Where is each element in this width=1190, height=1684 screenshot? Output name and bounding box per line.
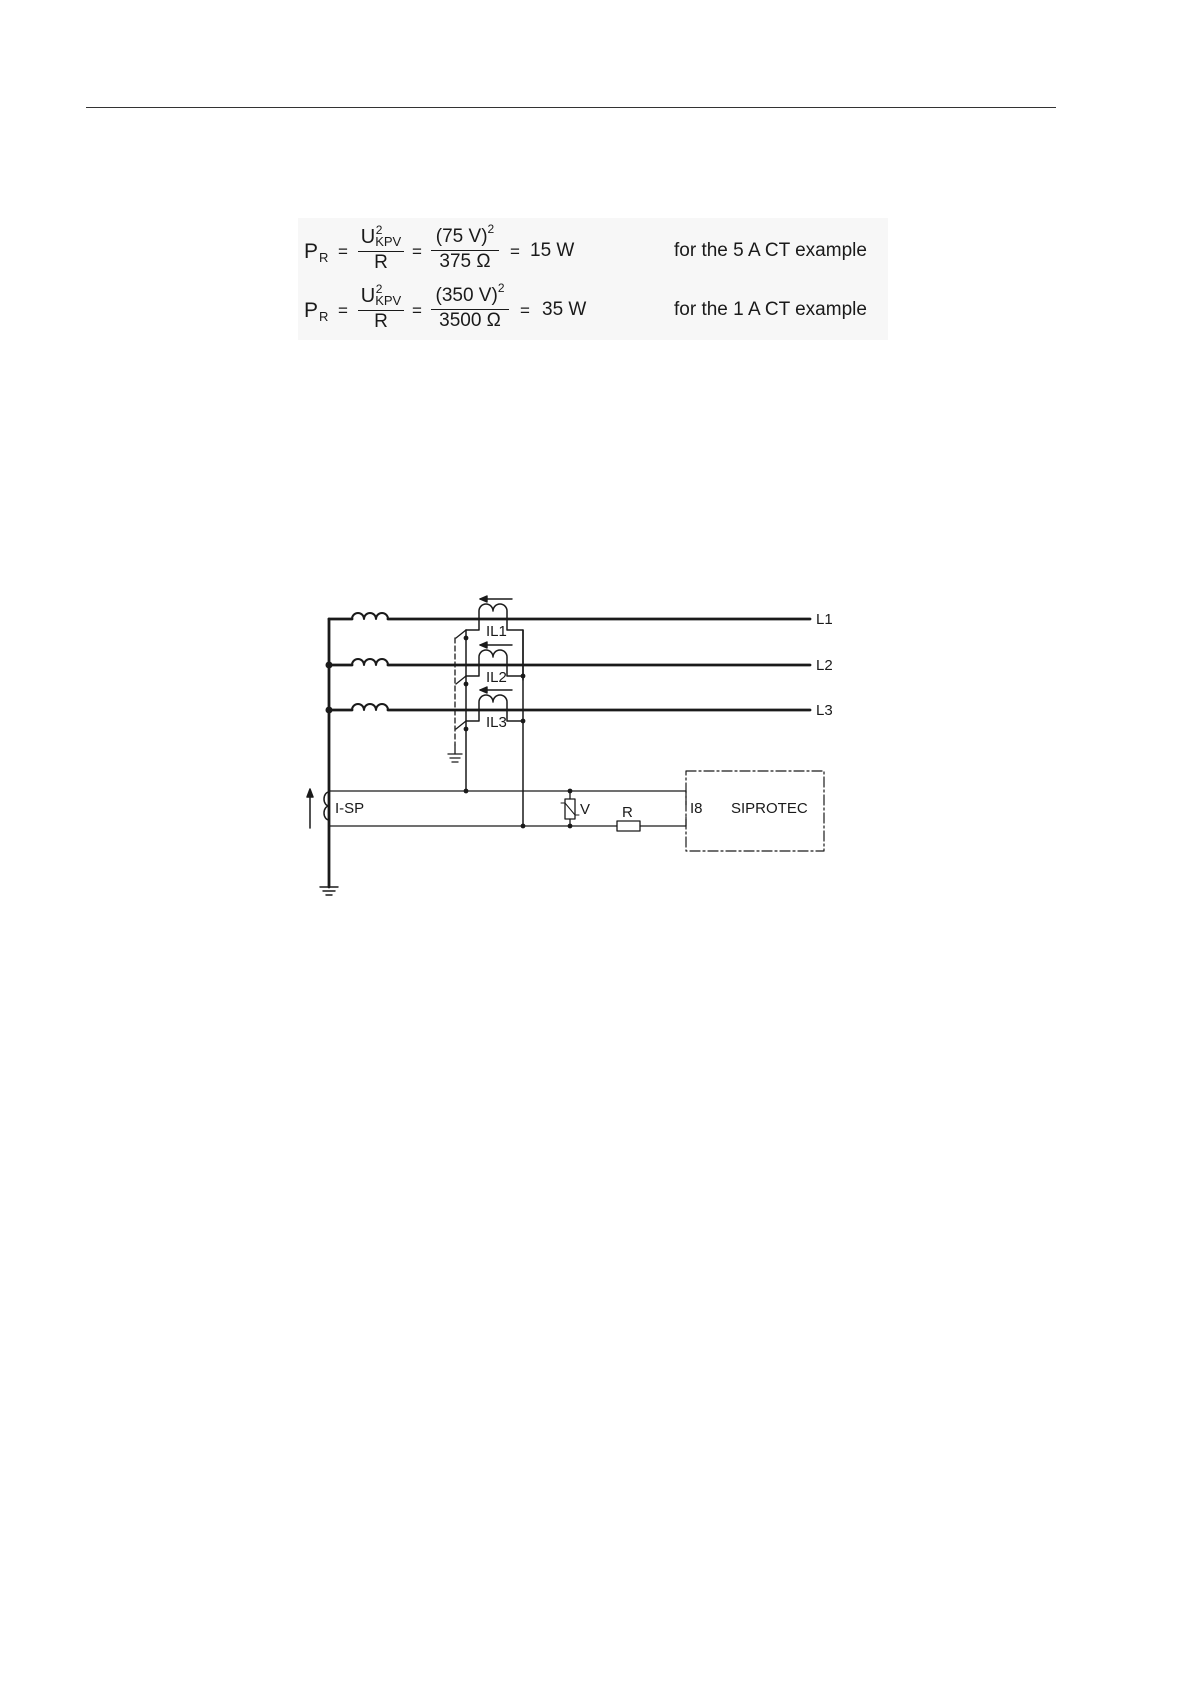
label-l2: L2 xyxy=(816,657,833,674)
result-value: 35 W xyxy=(542,299,587,320)
equals-sign: = xyxy=(338,242,348,261)
label-i-sp: I-SP xyxy=(335,800,365,817)
fraction-voltage-over-resistance: (350 V)$^2$ 3500 Ω xyxy=(431,285,509,331)
ct-coil-l3 xyxy=(479,695,507,710)
ct-coil-l1 xyxy=(479,604,507,619)
label-il2: IL2 xyxy=(486,669,507,686)
label-l1: L1 xyxy=(816,611,833,628)
label-varistor: V xyxy=(580,801,591,818)
equals-sign: = xyxy=(412,301,422,320)
ct-coil-l2 xyxy=(479,650,507,665)
equals-sign: = xyxy=(510,242,520,261)
equals-sign: = xyxy=(412,242,422,261)
label-il3: IL3 xyxy=(486,714,507,731)
resistor-symbol xyxy=(617,821,640,831)
varistor-symbol xyxy=(561,791,579,826)
formula-note: for the 1 A CT example xyxy=(674,299,867,320)
label-resistor: R xyxy=(622,804,633,821)
equals-sign: = xyxy=(520,301,530,320)
result-value: 15 W xyxy=(530,240,575,261)
fraction-ukpv-over-r: U 2 KPV R xyxy=(358,226,404,273)
formula-note: for the 5 A CT example xyxy=(674,240,867,261)
power-symbol: $P_R$ xyxy=(304,240,329,265)
power-symbol: $P_R$ xyxy=(304,299,329,324)
label-il1: IL1 xyxy=(486,623,507,640)
equals-sign: = xyxy=(338,301,348,320)
label-l3: L3 xyxy=(816,702,833,719)
fraction-voltage-over-resistance: (75 V)$^2$ 375 Ω xyxy=(431,226,499,272)
label-siprotec: SIPROTEC xyxy=(731,800,808,817)
label-input-i8: I8 xyxy=(690,800,703,817)
fraction-ukpv-over-r: U 2 KPV R xyxy=(358,285,404,332)
